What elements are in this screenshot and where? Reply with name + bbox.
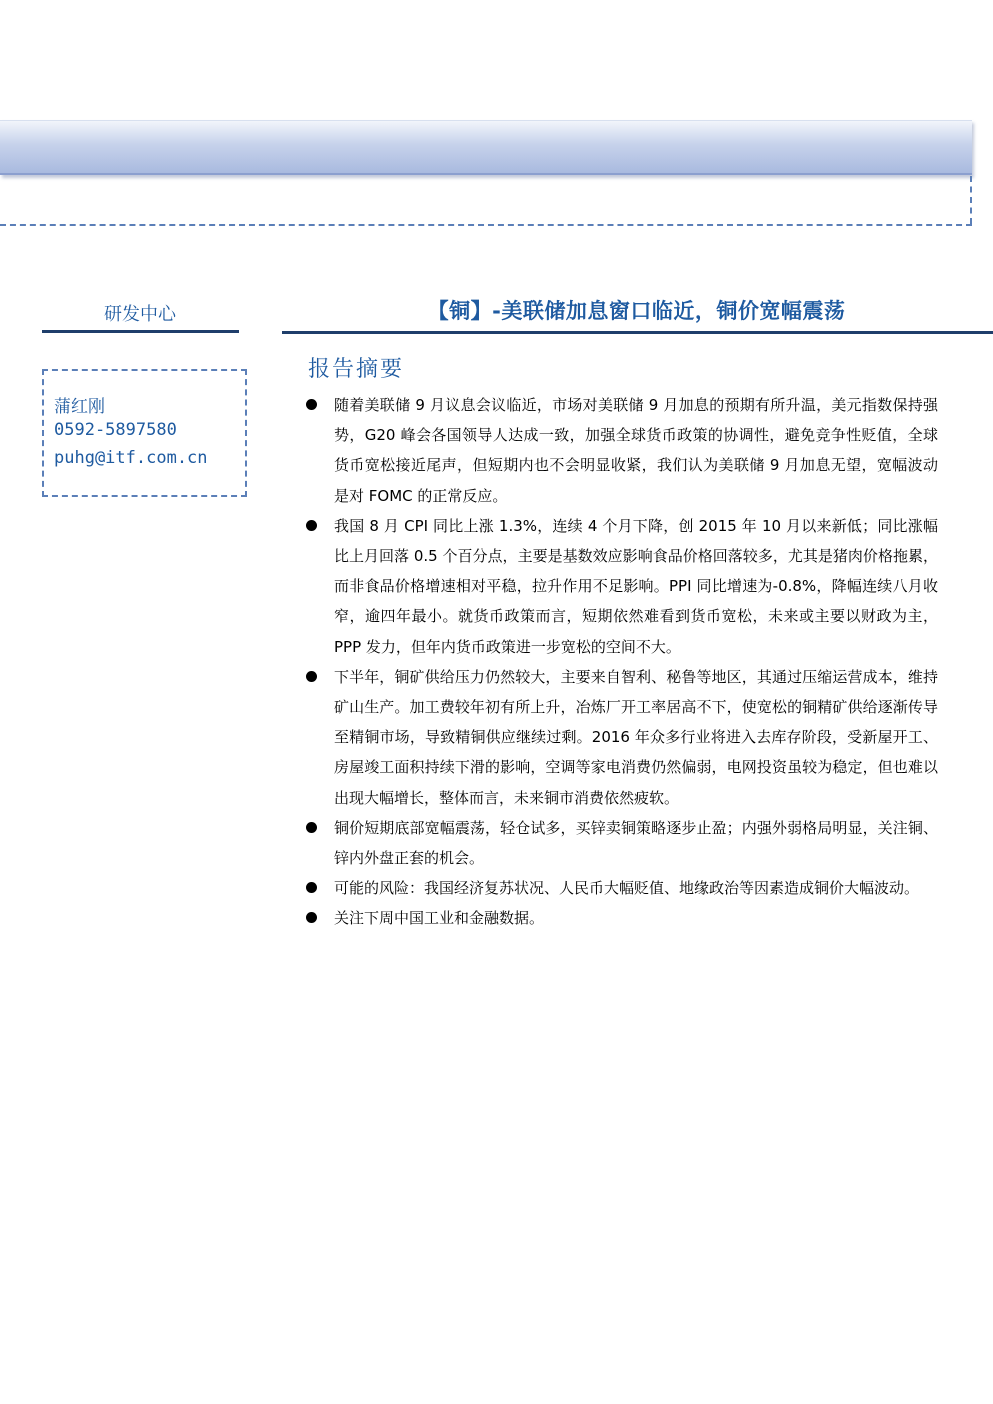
bullet-text: 我国 8 月 CPI 同比上涨 1.3%，连续 4 个月下降，创 2015 年 10 月以来新低；同比涨幅比上月回落 0.5 个百分点，主要是基数效应影响食品价格回落较多，尤其是猪肉价格拖累，而非食品价格增速相对平稳，拉升作用不足影响。PPI 同比增速为-0.8%，降幅连续八月收窄，逾四年最小。就货币政策而言，短期依然难看到货币宽松，未来或主要以财政为主，PPP 发力，但年内货币政策进一步宽松的空间不大。 xyxy=(334,516,938,656)
bullet-icon xyxy=(306,671,317,682)
summary-bullet-list xyxy=(304,390,938,934)
department-divider xyxy=(42,330,239,333)
summary-bullet-risk xyxy=(304,873,938,903)
analyst-phone: 0592-5897580 xyxy=(54,420,177,440)
bullet-icon xyxy=(306,882,317,893)
summary-bullet-supply xyxy=(304,662,938,813)
bullet-icon xyxy=(306,399,317,410)
bullet-icon xyxy=(306,822,317,833)
bullet-text: 下半年，铜矿供给压力仍然较大，主要来自智利、秘鲁等地区，其通过压缩运营成本，维持矿山生产。加工费较年初有所上升，冶炼厂开工率居高不下，使宽松的铜精矿供给逐渐传导至精铜市场，导致精铜供应继续过剩。2016 年众多行业将进入去库存阶段，受新屋开工、房屋竣工面积持续下滑的影响，空调等家电消费仍然偏弱，电网投资虽较为稳定，但也难以出现大幅增长，整体而言，未来铜市消费依然疲软。 xyxy=(334,667,938,807)
summary-bullet-cpi xyxy=(304,511,938,662)
title-divider xyxy=(282,331,993,334)
summary-heading: 报告摘要 xyxy=(308,357,405,382)
report-title: 【铜】-美联储加息窗口临近，铜价宽幅震荡 xyxy=(427,299,846,323)
header-banner xyxy=(0,120,972,175)
bullet-text: 可能的风险：我国经济复苏状况、人民币大幅贬值、地缘政治等因素造成铜价大幅波动。 xyxy=(334,879,920,898)
summary-bullet-strategy xyxy=(304,813,938,873)
summary-bullet-fed xyxy=(304,390,938,511)
analyst-name: 蒲红刚 xyxy=(54,397,105,417)
bullet-icon xyxy=(306,912,317,923)
header-dashed-border-right xyxy=(970,176,972,224)
header-dashed-border-bottom xyxy=(0,224,972,226)
department-label: 研发中心 xyxy=(104,304,176,325)
bullet-icon xyxy=(306,520,317,531)
summary-bullet-watch xyxy=(304,903,938,933)
analyst-email[interactable]: puhg@itf.com.cn xyxy=(54,448,208,468)
bullet-text: 随着美联储 9 月议息会议临近，市场对美联储 9 月加息的预期有所升温，美元指数保持强势，G20 峰会各国领导人达成一致，加强全球货币政策的协调性，避免竞争性贬值，全球货币宽松接近尾声，但短期内也不会明显收紧，我们认为美联储 9 月加息无望，宽幅波动是对 FOMC 的正常反应。 xyxy=(334,396,938,505)
bullet-text: 铜价短期底部宽幅震荡，轻仓试多，买锌卖铜策略逐步止盈；内强外弱格局明显，关注铜、锌内外盘正套的机会。 xyxy=(334,818,938,868)
bullet-text: 关注下周中国工业和金融数据。 xyxy=(334,909,545,928)
